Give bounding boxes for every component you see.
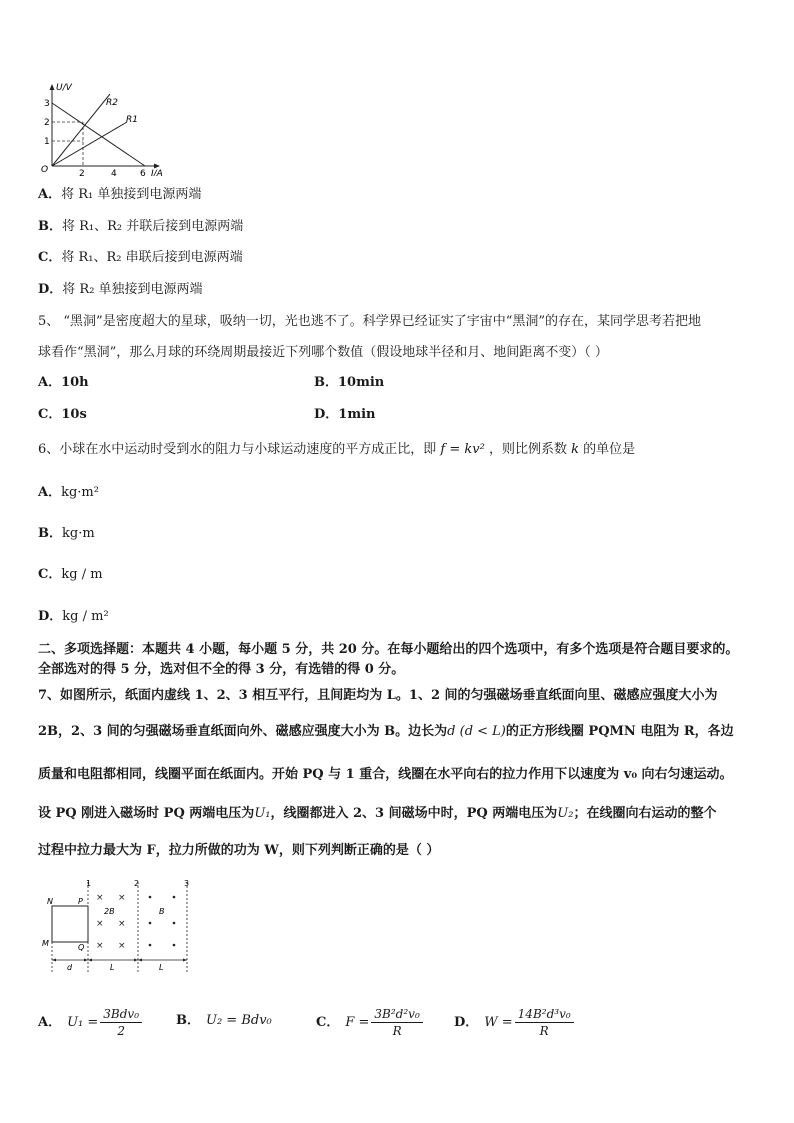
option-d-fraction xyxy=(515,1006,574,1039)
option-text: 将 R₁、R₂ 并联后接到电源两端 xyxy=(62,219,244,234)
fraction-denominator: 2 xyxy=(117,1024,125,1038)
option-text: kg·m² xyxy=(61,485,99,500)
line-1-label: 1 xyxy=(86,879,92,888)
field-out-of-page xyxy=(149,896,176,947)
section2-line2: 全部选对的得 5 分，选对但不全的得 3 分，有选错的得 0 分。 xyxy=(38,662,405,677)
cross-mark: × xyxy=(96,893,104,903)
dot-mark xyxy=(149,922,152,925)
q6-text-mid: ，则比例系数 xyxy=(488,442,567,457)
square-coil xyxy=(52,906,88,942)
q4-option-d[interactable] xyxy=(38,281,203,299)
option-text: 将 R₂ 单独接到电源两端 xyxy=(62,282,203,297)
cross-mark: × xyxy=(118,941,126,951)
option-letter: B． xyxy=(314,375,338,390)
x-axis-label: I/A xyxy=(151,169,163,176)
q6-option-c[interactable] xyxy=(38,566,103,584)
option-text: 10min xyxy=(338,375,385,390)
q7-line2b: 的正方形线圈 PQMN 电阻为 R，各边 xyxy=(505,724,734,739)
q7-stem-line5: 过程中拉力最大为 F，拉力所做的功为 W，则下列判断正确的是（ ） xyxy=(38,843,440,858)
field2-label: B xyxy=(159,907,165,916)
q7-line2a: 2B，2、3 间的匀强磁场垂直纸面向外、磁感应强度大小为 B。边长为 xyxy=(38,724,448,739)
dim-l2-label: L xyxy=(159,963,164,972)
dot-mark xyxy=(149,944,152,947)
fraction-numerator: 3Bdv₀ xyxy=(100,1006,142,1023)
u-i-graph xyxy=(34,80,174,176)
dim-arrow xyxy=(138,959,142,962)
option-a-lhs: U₁ = xyxy=(67,1014,99,1030)
corner-n: N xyxy=(47,897,53,906)
option-letter: C． xyxy=(38,567,62,582)
cross-mark: × xyxy=(118,893,126,903)
y-axis-arrow xyxy=(50,84,55,90)
option-letter: C． xyxy=(38,250,62,265)
line-3-label: 3 xyxy=(184,879,190,888)
option-letter: A． xyxy=(38,187,62,202)
q7-line2-math: d (d < L) xyxy=(447,724,506,739)
field-into-page xyxy=(96,893,126,951)
option-letter: D． xyxy=(38,282,63,297)
q6-option-d[interactable] xyxy=(38,608,109,626)
q5-option-c[interactable] xyxy=(38,406,87,424)
line-r1 xyxy=(52,103,145,166)
origin-label: O xyxy=(41,165,49,175)
option-letter: B． xyxy=(38,219,62,234)
option-text: 将 R₁ 单独接到电源两端 xyxy=(61,187,202,202)
option-letter: D． xyxy=(38,609,63,624)
x-tick-4: 4 xyxy=(111,169,117,176)
line-r2 xyxy=(52,94,110,166)
q7-line4c: ；在线圈向右运动的整个 xyxy=(573,806,717,821)
q6-text-before: 6、小球在水中运动时受到水的阻力与小球运动速度的平方成正比，即 xyxy=(38,442,437,457)
option-letter: D． xyxy=(454,1014,479,1030)
option-c-lhs: F = xyxy=(345,1014,370,1030)
option-d-lhs: W = xyxy=(484,1014,513,1030)
option-letter: B． xyxy=(38,526,62,541)
q7-stem-line3: 质量和电阻都相同，线圈平面在纸面内。开始 PQ 与 1 重合，线圈在水平向右的拉力作用下以速度为 v₀ 向右匀速运动。 xyxy=(38,767,733,782)
q4-option-a[interactable] xyxy=(38,186,201,204)
dim-arrow xyxy=(134,959,138,962)
q4-option-b[interactable] xyxy=(38,218,243,236)
corner-p: P xyxy=(78,897,83,906)
dot-mark xyxy=(173,944,176,947)
option-letter: C． xyxy=(38,407,62,422)
q7-u1: U₁ xyxy=(254,806,271,821)
option-text: kg / m xyxy=(61,567,103,582)
dim-d-label: d xyxy=(67,963,73,972)
fraction-denominator: R xyxy=(392,1024,402,1038)
corner-m: M xyxy=(42,939,49,948)
dot-mark xyxy=(173,896,176,899)
y-axis-label: U/V xyxy=(56,83,72,93)
option-letter: B． xyxy=(176,1013,200,1028)
r2-label: R2 xyxy=(106,98,118,108)
q6-option-b[interactable] xyxy=(38,525,95,543)
q7-option-c[interactable] xyxy=(316,1006,425,1039)
q6-text-after: 的单位是 xyxy=(583,442,636,457)
option-letter: C． xyxy=(316,1014,340,1030)
q7-option-a[interactable] xyxy=(38,1006,144,1039)
field1-label: 2B xyxy=(104,907,115,916)
option-text: 1min xyxy=(338,407,376,422)
q5-option-d[interactable] xyxy=(314,406,375,424)
dim-l1-label: L xyxy=(110,963,115,972)
dot-mark xyxy=(149,896,152,899)
cross-mark: × xyxy=(96,919,104,929)
option-a-fraction xyxy=(100,1006,142,1039)
dim-arrow xyxy=(88,959,92,962)
x-tick-6: 6 xyxy=(140,169,146,176)
q5-stem-line2: 球看作“黑洞”，那么月球的环绕周期最接近下列哪个数值（假设地球半径和月、地间距离不变）（ ） xyxy=(38,345,608,360)
option-letter: A． xyxy=(38,485,62,500)
x-axis-arrow xyxy=(154,164,160,169)
fraction-numerator: 3B²d²v₀ xyxy=(371,1006,422,1023)
dim-arrow xyxy=(84,959,88,962)
q4-option-c[interactable] xyxy=(38,249,243,267)
q5-option-b[interactable] xyxy=(314,374,384,392)
corner-q: Q xyxy=(78,943,85,952)
q7-option-b[interactable] xyxy=(176,1012,272,1030)
y-tick-2: 2 xyxy=(44,118,50,128)
y-tick-1: 1 xyxy=(44,137,50,147)
q7-line4b: ，线圈都进入 2、3 间磁场中时，PQ 两端电压为 xyxy=(270,806,558,821)
section2-line1: 二、多项选择题：本题共 4 小题，每小题 5 分，共 20 分。在每小题给出的四个选项中，有多个选项是符合题目要求的。 xyxy=(38,642,739,657)
q6-stem xyxy=(38,441,635,459)
q6-option-a[interactable] xyxy=(38,484,99,502)
fraction-denominator: R xyxy=(539,1024,549,1038)
q7-stem-line4 xyxy=(38,805,716,823)
line-2-label: 2 xyxy=(134,879,140,888)
option-letter: A． xyxy=(38,1014,62,1030)
q6-k: k xyxy=(571,442,580,457)
option-b-expr: U₂ = Bdv₀ xyxy=(206,1013,272,1028)
cross-mark: × xyxy=(96,941,104,951)
dot-mark xyxy=(173,922,176,925)
q7-stem-line2 xyxy=(38,723,734,741)
q6-formula: f = kv² xyxy=(440,442,485,457)
option-text: 10s xyxy=(61,407,87,422)
magnetic-field-diagram xyxy=(36,876,196,976)
x-tick-2: 2 xyxy=(79,169,85,176)
fraction-numerator: 14B²d³v₀ xyxy=(515,1006,574,1023)
option-text: kg / m² xyxy=(62,609,109,624)
r1-label: R1 xyxy=(126,115,138,125)
q7-stem-line1: 7、如图所示，纸面内虚线 1、2、3 相互平行，且间距均为 L。1、2 间的匀强磁场垂直纸面向里、磁感应强度大小为 xyxy=(38,688,718,703)
q7-option-d[interactable] xyxy=(454,1006,576,1039)
option-c-fraction xyxy=(371,1006,422,1039)
q7-line4a: 设 PQ 刚进入磁场时 PQ 两端电压为 xyxy=(38,806,255,821)
option-text: 10h xyxy=(61,375,89,390)
cross-mark: × xyxy=(118,919,126,929)
option-letter: D． xyxy=(314,407,339,422)
option-text: 将 R₁、R₂ 串联后接到电源两端 xyxy=(61,250,243,265)
q7-u2: U₂ xyxy=(557,806,574,821)
option-letter: A． xyxy=(38,375,62,390)
dim-arrow xyxy=(52,959,56,962)
q5-stem-line1: 5、 “黑洞”是密度超大的星球，吸纳一切，光也逃不了。科学界已经证实了宇宙中“黑洞”的存在，某同学思考若把地 xyxy=(38,314,701,329)
q5-option-a[interactable] xyxy=(38,374,89,392)
y-tick-3: 3 xyxy=(44,99,50,109)
option-text: kg·m xyxy=(62,526,95,541)
dim-arrow xyxy=(183,959,187,962)
